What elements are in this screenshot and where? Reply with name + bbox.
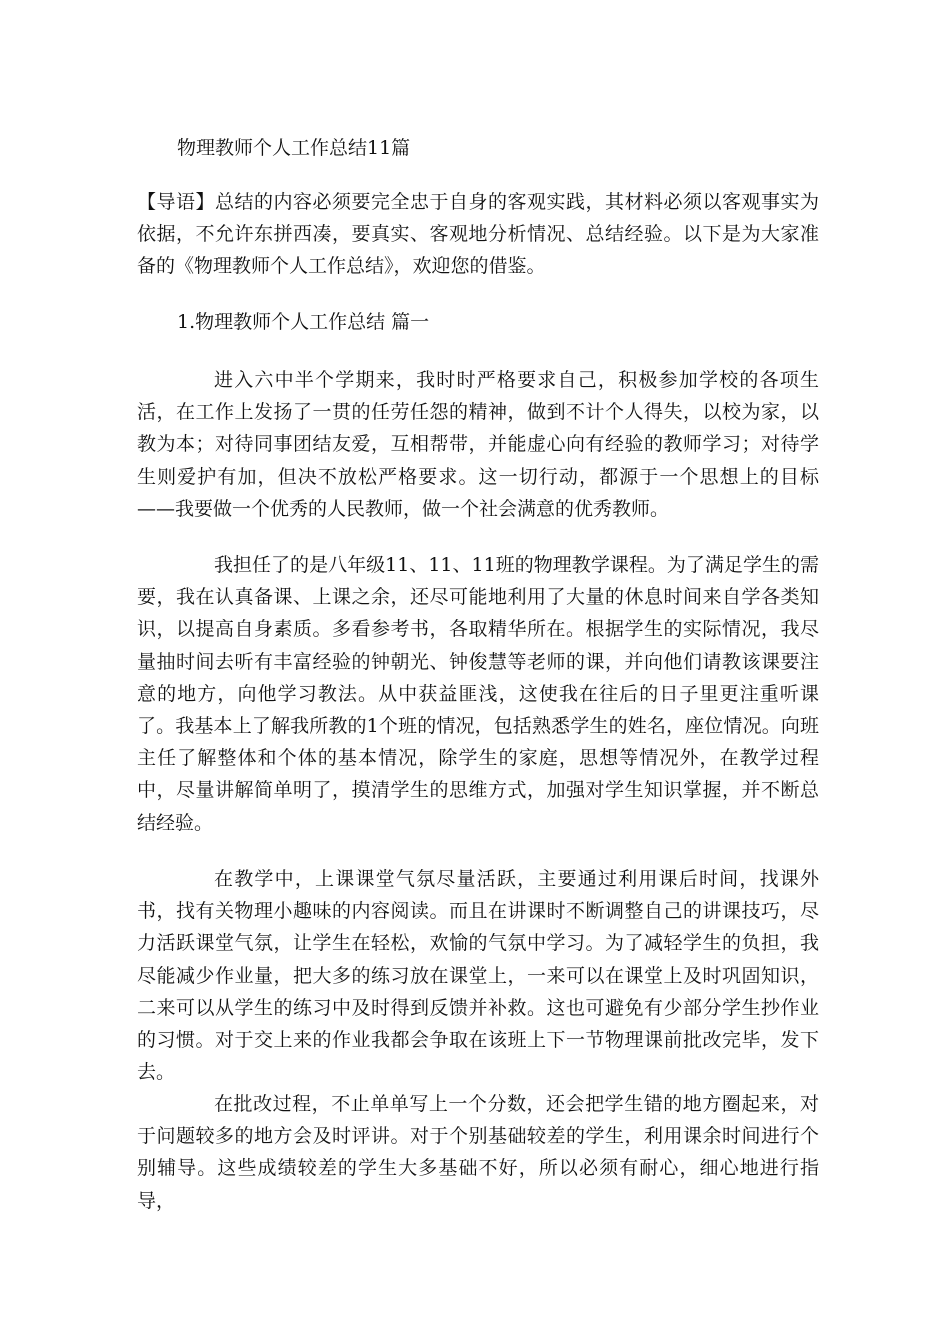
- document-title: 物理教师个人工作总结11篇: [177, 137, 411, 159]
- intro-paragraph: 【导语】总结的内容必须要完全忠于自身的客观实践，其材料必须以客观事实为依据，不允许东拼西凑，要真实、客观地分析情况、总结经验。以下是为大家准备的《物理教师个人工作总结》，欢迎您的借鉴。: [137, 191, 819, 278]
- body-paragraph-2: 我担任了的是八年级11、11、11班的物理教学课程。为了满足学生的需要，我在认真备课、上课之余，还尽可能地利用了大量的休息时间来自学各类知识，以提高自身素质。多看参考书，各取精华所在。根据学生的实际情况，我尽量抽时间去听有丰富经验的钟朝光、钟俊慧等老师的课，并向他们请教该课要注意的地方，向他学习教法。从中获益匪浅，这使我在往后的日子里更注重听课了。我基本上了解我所教的1个班的情况，包括熟悉学生的姓名，座位情况。向班主任了解整体和个体的基本情况，除学生的家庭，思想等情况外，在教学过程中，尽量讲解简单明了，摸清学生的思维方式，加强对学生知识掌握，并不断总结经验。: [137, 554, 819, 834]
- section-heading: 1.物理教师个人工作总结 篇一: [177, 311, 430, 333]
- body-paragraph-1: 进入六中半个学期来，我时时严格要求自己，积极参加学校的各项生活，在工作上发扬了一贯的任劳任怨的精神，做到不计个人得失，以校为家，以教为本；对待同事团结友爱，互相帮带，并能虚心向有经验的教师学习；对待学生则爱护有加，但决不放松严格要求。这一切行动，都源于一个思想上的目标——我要做一个优秀的人民教师，做一个社会满意的优秀教师。: [137, 369, 819, 520]
- body-paragraph-3: 在教学中，上课课堂气氛尽量活跃，主要通过利用课后时间，找课外书，找有关物理小趣味的内容阅读。而且在讲课时不断调整自己的讲课技巧，尽力活跃课堂气氛，让学生在轻松，欢愉的气氛中学习。为了减轻学生的负担，我尽能减少作业量，把大多的练习放在课堂上，一来可以在课堂上及时巩固知识，二来可以从学生的练习中及时得到反馈并补救。这也可避免有少部分学生抄作业的习惯。对于交上来的作业我都会争取在该班上下一节物理课前批改完毕，发下去。: [137, 868, 819, 1084]
- body-paragraph-4: 在批改过程，不止单单写上一个分数，还会把学生错的地方圈起来，对于问题较多的地方会及时评讲。对于个别基础较差的学生，利用课余时间进行个别辅导。这些成绩较差的学生大多基础不好，所以必须有耐心，细心地进行指导，: [137, 1093, 819, 1212]
